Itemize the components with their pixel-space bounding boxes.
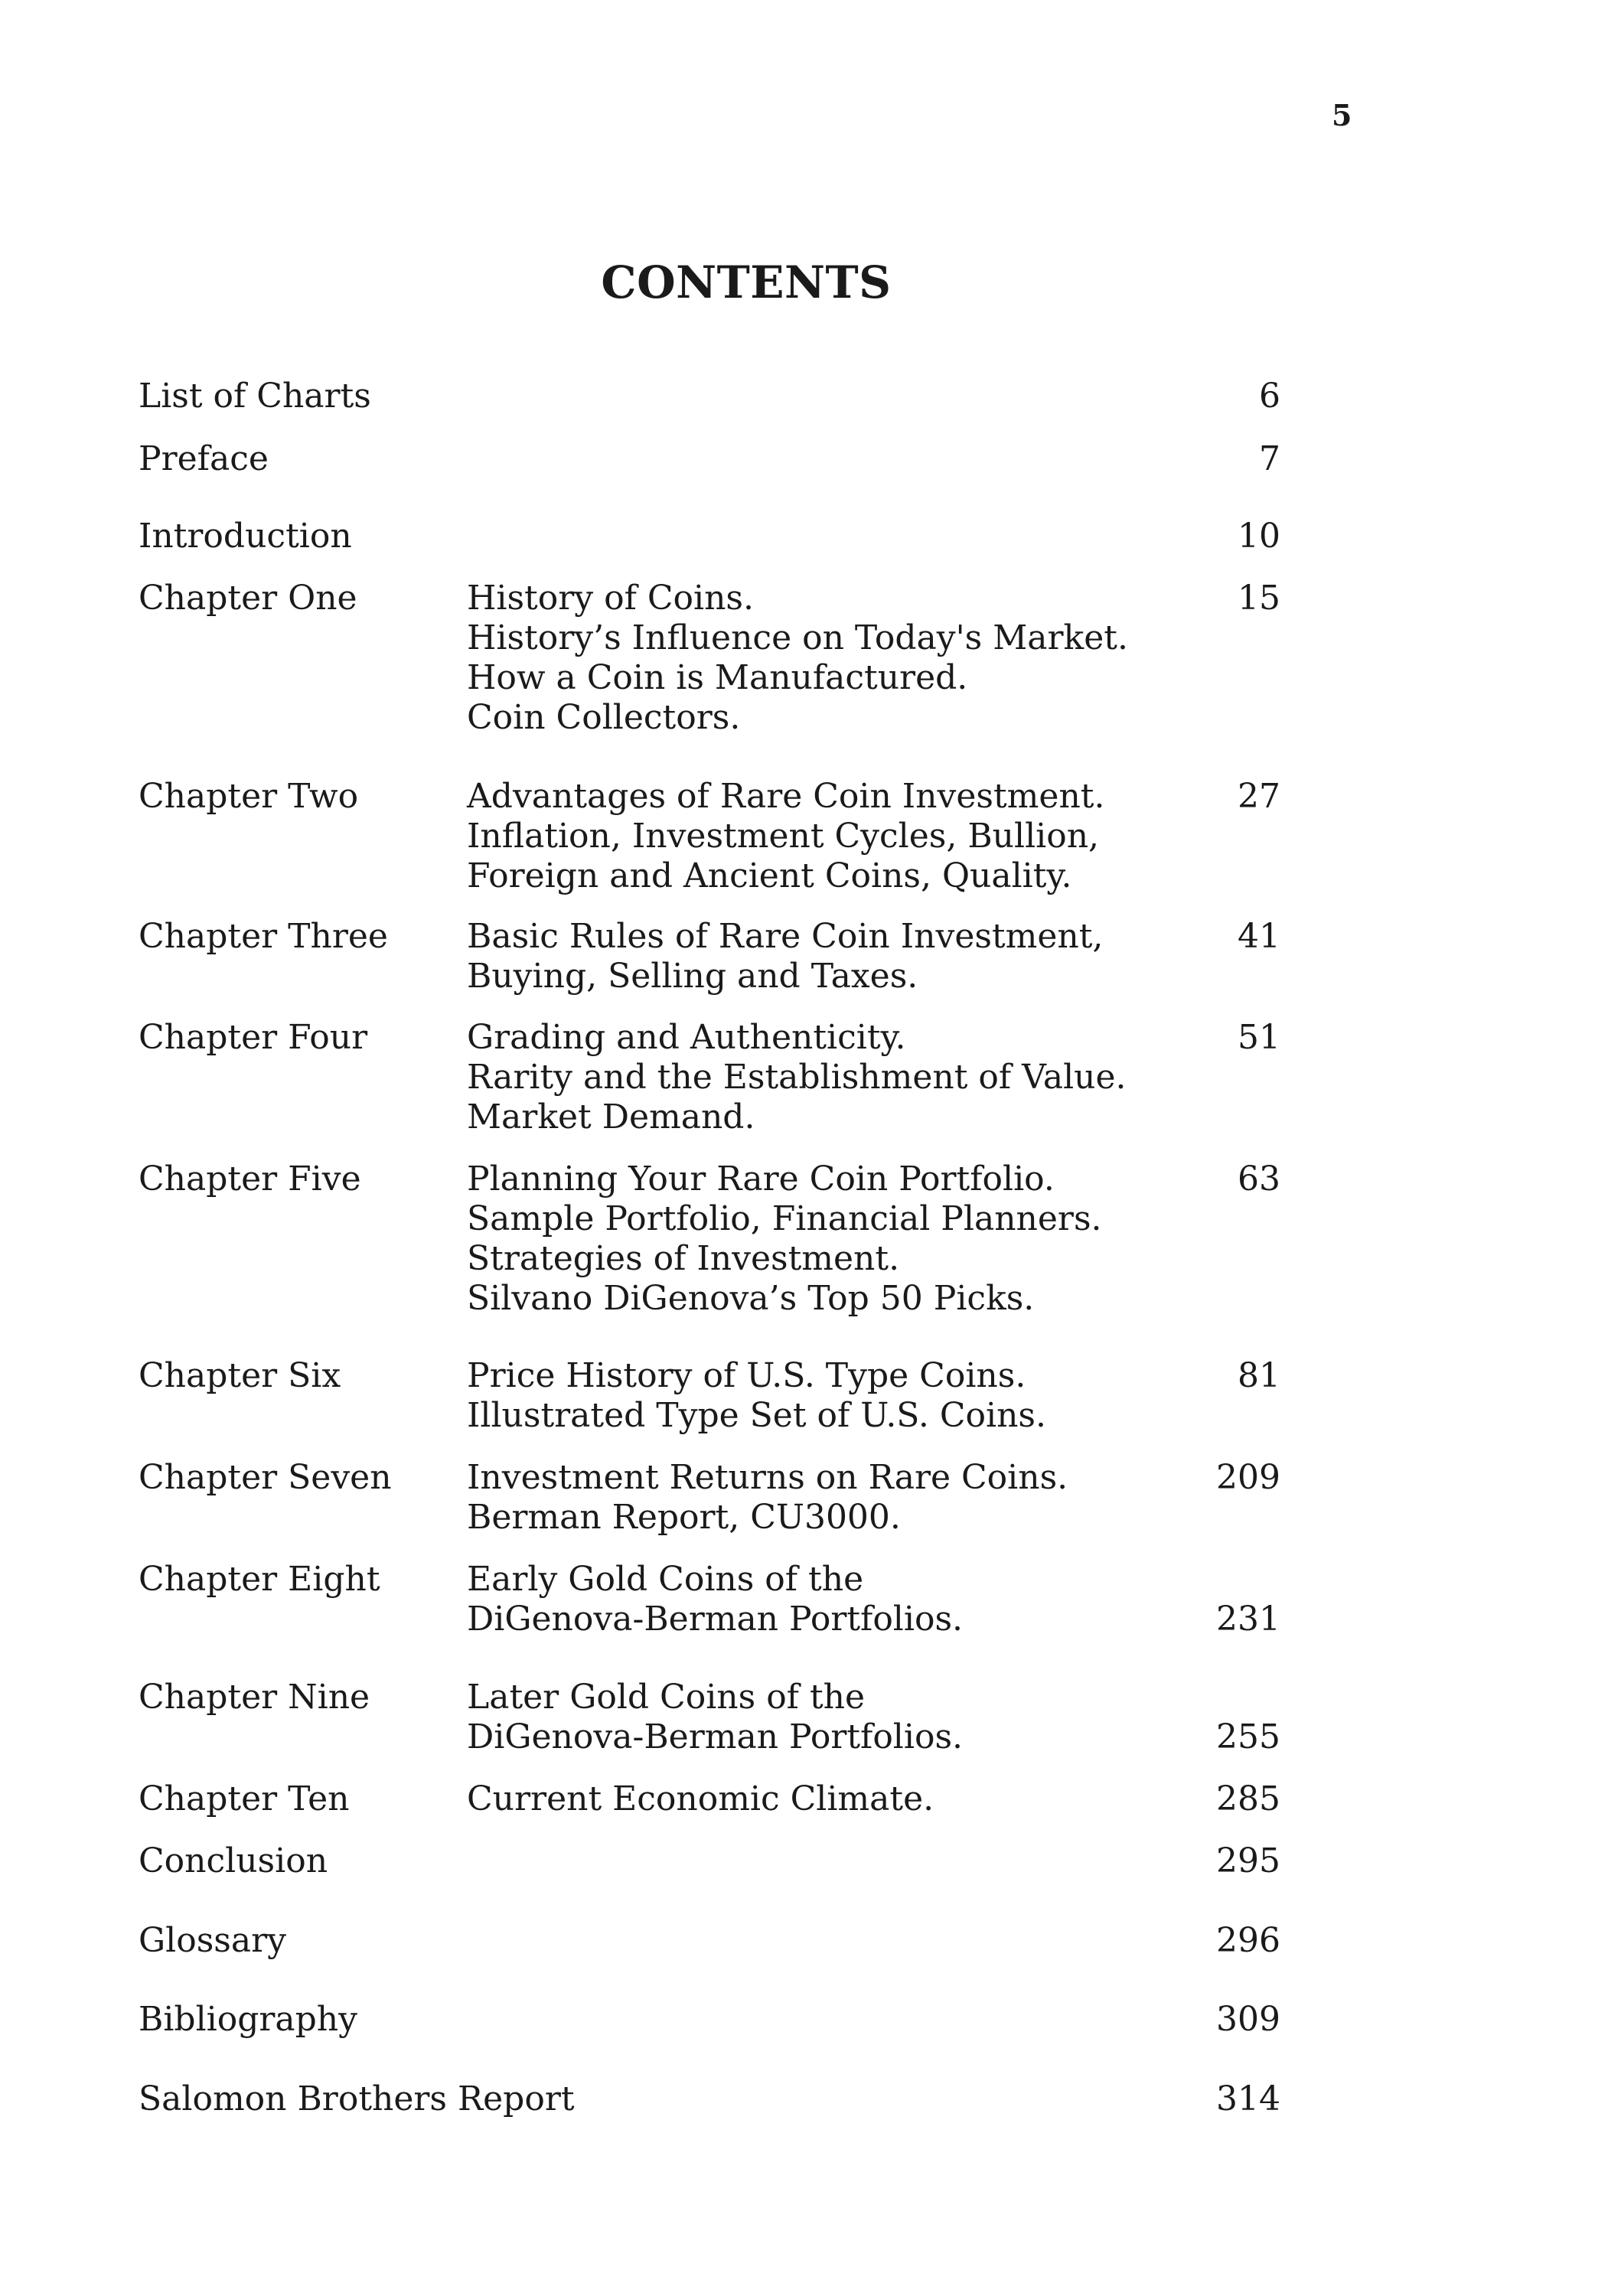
toc-description-line: Planning Your Rare Coin Portfolio. (467, 1159, 1055, 1199)
toc-entry-description (467, 579, 1128, 738)
toc-entry-label: Preface (139, 439, 269, 478)
toc-page-number: 81 (1238, 1356, 1280, 1395)
toc-description-line: Price History of U.S. Type Coins. (467, 1356, 1026, 1395)
toc-entry-label: Chapter Nine (139, 1678, 370, 1717)
toc-entry-label: Chapter Three (139, 917, 388, 956)
toc-page-number: 27 (1238, 777, 1280, 816)
toc-description-line: Grading and Authenticity. (467, 1018, 906, 1057)
toc-description-line: Berman Report, CU3000. (467, 1498, 901, 1537)
toc-description-line: DiGenova-Berman Portfolios. (467, 1717, 964, 1756)
page-number: 5 (1332, 98, 1352, 132)
toc-page-number: 15 (1238, 579, 1280, 618)
toc-entry-label: Conclusion (139, 1841, 328, 1880)
toc-entry-description (467, 1356, 1046, 1436)
toc-description-line: Inflation, Investment Cycles, Bullion, (467, 817, 1100, 856)
toc-description-line: Illustrated Type Set of U.S. Coins. (467, 1396, 1046, 1435)
toc-entry-description (467, 1018, 1127, 1137)
toc-page-number: 309 (1216, 2000, 1280, 2039)
toc-description-line: Advantages of Rare Coin Investment. (467, 777, 1105, 816)
toc-entry-description (467, 1458, 1068, 1538)
toc-entry-label: Introduction (139, 517, 352, 556)
toc-entry-label: List of Charts (139, 377, 371, 416)
toc-entry-label: Chapter Six (139, 1356, 341, 1395)
toc-description-line: Sample Portfolio, Financial Planners. (467, 1199, 1102, 1238)
toc-entry-label: Chapter Four (139, 1018, 368, 1057)
toc-description-line: Market Demand. (467, 1097, 755, 1137)
toc-description-line: Current Economic Climate. (467, 1779, 934, 1818)
toc-page-number: 296 (1216, 1921, 1280, 1960)
toc-entry-label: Chapter Seven (139, 1458, 392, 1497)
toc-entry-label: Chapter One (139, 579, 357, 618)
toc-description-line: History’s Influence on Today's Market. (467, 618, 1128, 657)
toc-page-number: 41 (1238, 917, 1280, 956)
toc-entry-label: Glossary (139, 1921, 286, 1960)
toc-entry-description (467, 1560, 963, 1639)
toc-description-line: Early Gold Coins of the (467, 1560, 864, 1599)
toc-entry-label: Salomon Brothers Report (139, 2079, 575, 2118)
toc-page-number: 10 (1238, 517, 1280, 556)
toc-page-number: 255 (1216, 1717, 1280, 1756)
toc-description-line: Coin Collectors. (467, 698, 741, 737)
toc-description-line: Foreign and Ancient Coins, Quality. (467, 856, 1072, 895)
toc-description-line: Buying, Selling and Taxes. (467, 957, 918, 996)
toc-page-number: 209 (1216, 1458, 1280, 1497)
toc-page-number: 295 (1216, 1841, 1280, 1880)
toc-page-number: 51 (1238, 1018, 1280, 1057)
toc-description-line: Later Gold Coins of the (467, 1678, 866, 1717)
toc-page-number: 63 (1238, 1159, 1280, 1199)
toc-entry-label: Chapter Ten (139, 1779, 350, 1818)
toc-entry-description (467, 1678, 963, 1757)
toc-description-line: Investment Returns on Rare Coins. (467, 1458, 1068, 1497)
toc-entry-description (467, 1779, 934, 1819)
toc-page-number: 7 (1259, 439, 1280, 478)
toc-entry-label: Chapter Five (139, 1159, 361, 1199)
toc-page-number: 314 (1216, 2079, 1280, 2118)
toc-description-line: How a Coin is Manufactured. (467, 658, 968, 697)
toc-entry-label: Chapter Eight (139, 1560, 380, 1599)
toc-page-number: 6 (1259, 377, 1280, 416)
toc-entry-description (467, 1159, 1102, 1319)
toc-description-line: DiGenova-Berman Portfolios. (467, 1600, 964, 1639)
toc-description-line: Basic Rules of Rare Coin Investment, (467, 917, 1104, 956)
toc-page-number: 231 (1216, 1600, 1280, 1639)
toc-description-line: Rarity and the Establishment of Value. (467, 1058, 1127, 1097)
toc-entry-description (467, 777, 1104, 896)
toc-description-line: Strategies of Investment. (467, 1239, 900, 1278)
toc-description-line: Silvano DiGenova’s Top 50 Picks. (467, 1279, 1035, 1318)
toc-page-number: 285 (1216, 1779, 1280, 1818)
page-title: CONTENTS (601, 256, 892, 308)
toc-description-line: History of Coins. (467, 579, 754, 618)
toc-entry-description (467, 917, 1103, 996)
toc-entry-label: Chapter Two (139, 777, 359, 816)
toc-entry-label: Bibliography (139, 2000, 357, 2039)
